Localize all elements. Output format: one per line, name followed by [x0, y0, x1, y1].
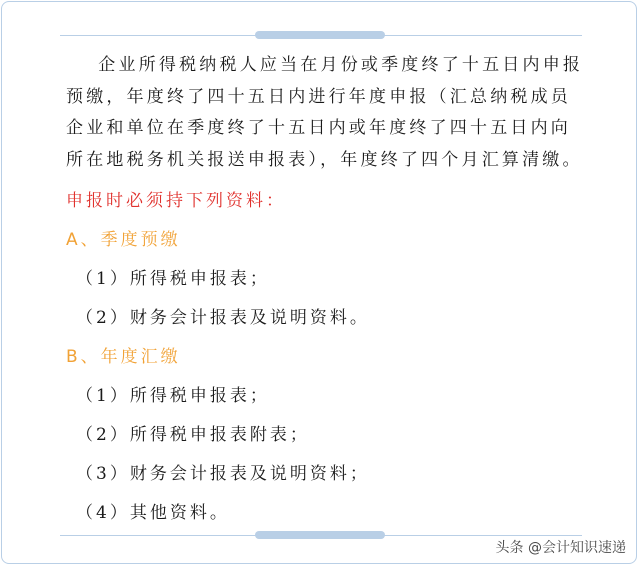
watermark-text: 头条 @会计知识速递 [495, 540, 626, 556]
section-a-title: A、季度预缴 [66, 230, 181, 250]
bottom-decoration-bar [255, 531, 385, 539]
section-b-title: B、年度汇缴 [66, 347, 181, 367]
required-materials-heading: 申报时必须持下列资料： [66, 191, 286, 211]
section-b-item-3: （3）财务会计报表及说明资料； [76, 464, 370, 484]
top-decoration-bar [255, 31, 385, 39]
section-a-item-2: （2）财务会计报表及说明资料。 [76, 308, 370, 328]
section-b-item-4: （4）其他资料。 [76, 503, 230, 523]
section-b-item-1: （1）所得税申报表； [76, 386, 270, 406]
section-a-item-1: （1）所得税申报表； [76, 269, 270, 289]
intro-paragraph: 企业所得税纳税人应当在月份或季度终了十五日内申报预缴，年度终了四十五日内进行年度申报（汇总纳税成员企业和单位在季度终了十五日内或年度终了四十五日内向所在地税务机关报送申报表），年度终了四个月汇算清缴。 [66, 55, 584, 170]
section-b-item-2: （2）所得税申报表附表； [76, 425, 310, 445]
